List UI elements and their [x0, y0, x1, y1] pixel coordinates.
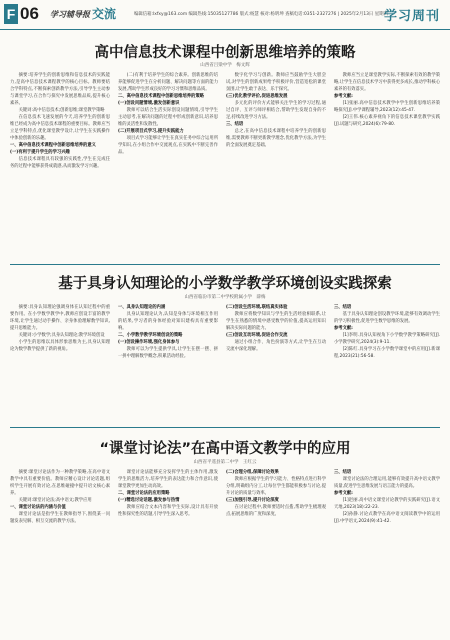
section-heading: 二、高中信息技术课程中创新思维培养的策略 [118, 94, 204, 99]
paragraph: 教师应根据学生的学习能力、性格特点进行科学分组,明确组内分工,让每位学生都能积极参与讨论,提升讨论的质量与效率。 [226, 477, 326, 496]
section-heading: (三)优化教学评价,促进思维发展 [226, 94, 288, 99]
paragraph: 关键词:课堂讨论法;高中语文;教学应用 [18, 498, 92, 503]
page-letter: F [4, 4, 18, 24]
section-heading: (二)合理分组,保障讨论效果 [226, 470, 279, 475]
section-heading: (三)加强引导,提升讨论深度 [226, 498, 279, 503]
section-heading: 二、小学数学教学环境创设的策略 [118, 333, 183, 338]
paragraph: 总之,在高中信息技术课程中培养学生的创新思维,需要教师不断更新教学理念,优化教学方法,为学生的全面发展奠定基础。 [226, 129, 326, 148]
section-heading: (一)有利于提升学生的学习兴趣 [10, 150, 70, 155]
section-heading: (二)创设生活环境,联结真实体验 [226, 305, 288, 310]
paragraph: [2]孙静.讨论式教学在高中语文阅读教学中的运用[J].中学语文,2024(9):41-42. [334, 512, 440, 524]
paragraph: 课堂讨论法能够充分发挥学生的主体作用,激发学生的思维活力,培养学生的表达能力和合作意识,使课堂教学更加生动高效。 [118, 470, 218, 489]
section-heading: 一、具身认知理论的内涵 [118, 305, 166, 310]
page-number: 06 [20, 4, 39, 23]
article-title: 基于具身认知理论的小学数学教学环境创设实践探索 [58, 276, 392, 292]
article-column [226, 469, 326, 635]
article-column [118, 304, 218, 422]
section-heading: 三、结语 [334, 305, 352, 310]
article-divider [10, 427, 440, 428]
paragraph: 摘要:课堂讨论法作为一种教学策略,在高中语文教学中具有重要价值。教师应精心设计讨论话题,组织学生开展有效讨论,在思维碰撞中提升语文核心素养。 [10, 470, 110, 496]
paragraph: 关键词:高中信息技术;创新思维;课堂教学策略 [18, 108, 105, 113]
paragraph: 教师可以为学生提供学具,让学生在摆一摆、拼一拼中理解数学概念,积累活动经验。 [118, 347, 218, 359]
section-heading: 三、结语 [226, 122, 244, 127]
paragraph: [2]陈红.具身学习在小学数学课堂中的应用[J].新课程,2023(21):56-58. [334, 347, 440, 359]
section-heading: (二)开展项目式学习,提升实践能力 [118, 129, 184, 134]
article-column [10, 72, 110, 258]
paragraph: 小学生的思维以具体形象思维为主,具身认知理论为数学教学提供了新的视角。 [10, 340, 110, 352]
section-heading: (一)创设问题情境,激发创新意识 [118, 101, 180, 106]
section-heading: 二、课堂讨论法的应用策略 [118, 491, 170, 496]
paragraph: 摘要:培养学生的创新思维和信息技术的实践能力,是高中信息技术课程教学的核心目标。教师要结合学科特点,不断探索创新教学方法,引导学生主动参与课堂学习,在合作与探究中发展思维品质,提升核心素养。 [10, 73, 110, 106]
paragraph: 教师应结合文本内容和学生实际,设计具有开放性和探究性的话题,引导学生深入思考。 [118, 505, 218, 517]
paragraph: 在信息技术飞速发展的今天,培养学生的创新思维已经成为高中信息技术课程的重要目标。教师应当立足学科特点,优化课堂教学设计,让学生在实践操作中体验创新的乐趣。 [10, 115, 110, 141]
paragraph: 课堂讨论法的合理运用,能够有效提升高中语文教学质量,促进学生思维发展与语言能力的提高。 [334, 477, 440, 489]
editorial-info: 编辑信箱:lxfxy@163.com 编辑热线:15035127786 版式:杨慧 核对:杨明坤 查稿电话:0351-2327276 | 2025年2月13日 星期四 [134, 12, 388, 17]
section-title: 交流 [92, 7, 117, 21]
page-number-block [4, 4, 39, 24]
paragraph: 基于具身认知理论创设教学环境,能够有效调动学生的学习积极性,促进学生数学思维的发展。 [334, 312, 440, 324]
article-column [334, 469, 440, 635]
article-column [226, 304, 326, 422]
article-column [118, 72, 218, 258]
paragraph: [2]王伟.核心素养视角下的信息技术课堂教学实践[J].试题与研究,2024(6):79-80. [334, 115, 440, 127]
masthead: 学习周刊 [383, 9, 440, 24]
paragraph: 具身认知理论认为,认知是身体与环境相互作用的结果,学习者的身体经验对知识建构具有重要影响。 [118, 312, 218, 331]
paragraph: [1]李明.具身认知视角下小学数学教学策略研究[J].小学教学研究,2024(3):9-11. [334, 333, 440, 345]
section-heading: 参考文献: [334, 94, 353, 99]
section-heading: 参考文献: [334, 326, 353, 331]
section-heading: 三、结语 [334, 470, 352, 475]
article-title: 高中信息技术课程中创新思维培养的策略 [94, 45, 356, 61]
paragraph: 教师可以结合生活实际创设问题情境,引导学生主动思考,在解决问题的过程中形成创新意识,培养思维的灵活性和发散性。 [118, 108, 218, 127]
article-column [10, 304, 110, 422]
page-header [0, 0, 450, 30]
article-byline: 山西省平遥县第二中学 王红云 [193, 460, 257, 465]
section-heading: 一、高中信息技术课程中创新思维培养的意义 [10, 143, 96, 148]
article-column [334, 72, 440, 258]
section-heading: 一、课堂讨论法的内涵与价值 [10, 505, 66, 510]
section-heading: (三)创设互动环境,促进合作交流 [226, 333, 288, 338]
section-heading: 参考文献: [334, 491, 353, 496]
section-heading: (一)创设操作环境,强化身体参与 [118, 340, 180, 345]
paragraph: 多元化的评价方式能够关注学生的学习过程,通过自评、互评与师评相结合,帮助学生发现自身的不足,持续改进学习方法。 [226, 101, 326, 120]
article-column [226, 72, 326, 258]
article-column [10, 469, 110, 635]
paragraph: 关键词:小学数学;具身认知理论;教学环境创设 [18, 333, 105, 338]
paragraph: 教师应将数学知识与学生的生活经验相联系,让学生在熟悉的情境中感受数学的价值,提高运用知识解决实际问题的能力。 [226, 312, 326, 331]
paragraph: 信息技术课程具有较强的实践性,学生在完成任务的过程中能够获得成就感,从而激发学习兴趣。 [10, 157, 110, 169]
paragraph: 项目式学习能够让学生在真实任务中综合运用所学知识,在小组合作中交流观点,在实践中不断完善作品。 [118, 136, 218, 155]
paragraph: [1]张丽.高中信息技术教学中学生创新思维培养策略探究[J].中学课程辅导,2023(12):45-47. [334, 101, 440, 113]
article-byline: 山西省吕梁中学 梅文辉 [200, 63, 250, 68]
paragraph: 数字化学习与创新。教师应当鼓励学生大胆尝试,对学生的创新成果给予积极评价,营造宽松的课堂氛围,让学生敢于表达、乐于探究。 [226, 73, 326, 92]
paragraph: 课堂讨论法是指学生在教师指导下,围绕某一问题发表见解、相互交流的教学方法。 [10, 512, 110, 524]
paragraph: [1]赵丽.高中语文课堂讨论教学的实践研究[J].语文天地,2023(18):22-23. [334, 498, 440, 510]
article-title: “课堂讨论法”在高中语文教学中的应用 [99, 441, 351, 457]
article-column [334, 304, 440, 422]
newspaper-brand: 学习辅导报 [50, 9, 90, 19]
paragraph: 通过小组合作、角色扮演等方式,让学生在互动交流中深化理解。 [226, 340, 326, 352]
paragraph: 在讨论过程中,教师要适时点拨,帮助学生梳理观点,拓展思维的广度和深度。 [226, 505, 326, 517]
paragraph: (二)有利于培养学生的综合素养。创新思维的培养能够促进学生在分析问题、解决问题等方面的能力发展,帮助学生形成良好的学习习惯和思维品质。 [118, 73, 218, 92]
section-heading: (一)精选讨论话题,激发参与热情 [118, 498, 180, 503]
paragraph: 摘要:具身认知理论强调身体在认知过程中的重要作用。在小学数学教学中,教师应创设丰富的教学环境,让学生通过动手操作、亲身体验理解数学知识,提升思维能力。 [10, 305, 110, 331]
article-column [118, 469, 218, 635]
paragraph: 教师应当立足课堂教学实际,不断探索有效的教学策略,让学生在信息技术学习中获得更多成长,推动学科核心素养的有效落实。 [334, 73, 440, 92]
article-divider [10, 264, 440, 265]
article-byline: 山西省临汾市第二中学校附属小学 薛梅 [184, 295, 266, 300]
